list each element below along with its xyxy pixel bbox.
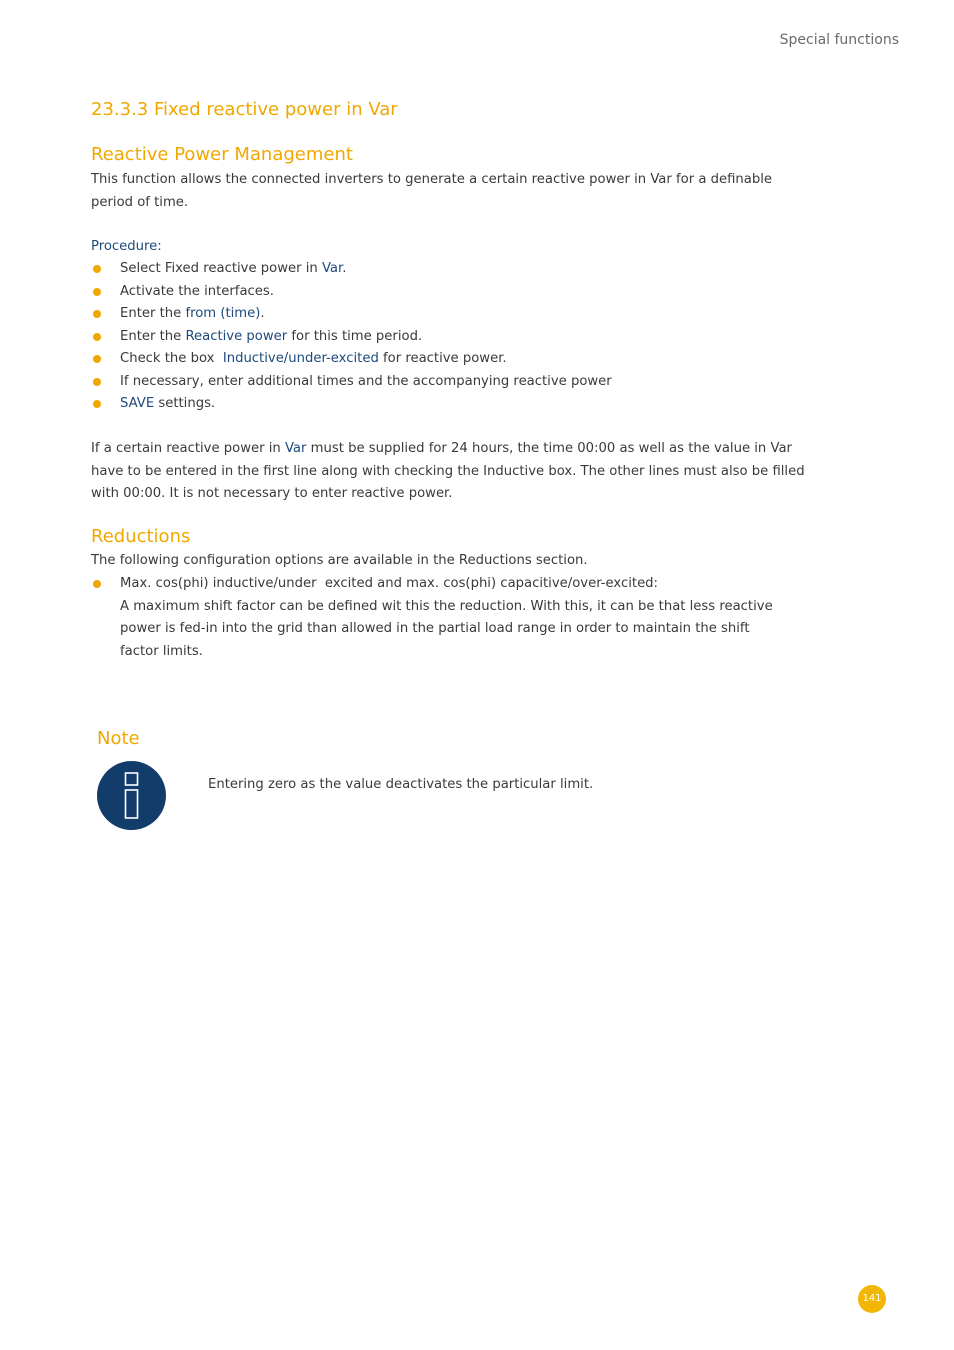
reductions-intro: The following configuration options are available in the Reductions section.: [91, 553, 588, 568]
bullet-icon: [93, 580, 101, 588]
section-heading: 23.3.3 Fixed reactive power in Var: [91, 99, 398, 120]
menu-link-var: Var: [321, 261, 343, 276]
paragraph-line: with 00:00. It is not necessary to enter reactive power.: [91, 486, 453, 501]
step-text: Enter the: [120, 328, 186, 344]
step-text: for reactive power.: [378, 351, 507, 366]
step-text: .: [342, 261, 347, 276]
paragraph-text: If a certain reactive power in: [91, 441, 285, 456]
paragraph-line: [91, 438, 851, 461]
step-text: for this time period.: [287, 328, 423, 344]
note-text: Entering zero as the value deactivates the particular limit.: [208, 777, 594, 792]
step-text: .: [260, 306, 265, 321]
note-title: Note: [97, 728, 140, 749]
info-glyph: [97, 761, 166, 830]
reductions-heading: Reductions: [91, 526, 191, 547]
step-text: If necessary, enter additional times and the accompanying reactive power: [120, 373, 612, 389]
page-number: 141: [858, 1285, 886, 1313]
save-link: SAVE: [120, 396, 155, 411]
running-header: Special functions: [779, 32, 899, 48]
paragraph-line: have to be entered in the first line along with checking the Inductive box. The other lines must also be filled: [91, 463, 805, 479]
step-text: Enter the: [120, 306, 186, 321]
step-text: settings.: [154, 396, 216, 411]
bullet-icon: [93, 378, 101, 386]
reduction-item-line: factor limits.: [120, 643, 203, 659]
procedure-label: Procedure:: [91, 239, 162, 254]
bullet-icon: [93, 333, 101, 341]
bullet-icon: [93, 355, 101, 363]
list-item: [91, 303, 831, 326]
procedure-list: [91, 258, 831, 416]
field-link-inductive: Inductive/under-excited: [222, 351, 379, 366]
list-item: [91, 393, 831, 416]
list-item: [91, 348, 831, 371]
bullet-icon: [93, 400, 101, 408]
bullet-icon: [93, 310, 101, 318]
rpm-intro-line: This function allows the connected inverters to generate a certain reactive power in Var for a definable: [91, 172, 772, 187]
bullet-icon: [93, 265, 101, 273]
bullet-icon: [93, 288, 101, 296]
rpm-paragraph: [91, 438, 851, 506]
info-icon: [97, 761, 166, 830]
list-item: [91, 326, 831, 349]
list-item: [91, 258, 831, 281]
step-text: Check the box: [120, 351, 223, 366]
reduction-item-title: Max. cos(phi) inductive/under excited and max. cos(phi) capacitive/over-excited:: [120, 576, 658, 591]
list-item: [91, 281, 831, 304]
paragraph-text: must be supplied for 24 hours, the time 00:00 as well as the value in Var: [306, 441, 792, 456]
reduction-item-line: power is fed-in into the grid than allowed in the partial load range in order to maintain the shift: [120, 621, 750, 636]
reductions-list: [91, 573, 851, 663]
list-item: [91, 573, 851, 663]
rpm-heading: Reactive Power Management: [91, 144, 353, 165]
step-text: Select Fixed reactive power in: [120, 261, 322, 276]
rpm-intro: [91, 169, 831, 214]
field-link-from-time: from (time): [185, 306, 261, 321]
field-link-reactive-power: Reactive power: [185, 328, 288, 344]
step-text: Activate the interfaces.: [120, 283, 274, 299]
var-link: Var: [284, 441, 307, 456]
reduction-item-line: A maximum shift factor can be defined wit this the reduction. With this, it can be that less reactive: [120, 598, 773, 614]
rpm-intro-line: period of time.: [91, 194, 189, 210]
list-item: [91, 371, 831, 394]
